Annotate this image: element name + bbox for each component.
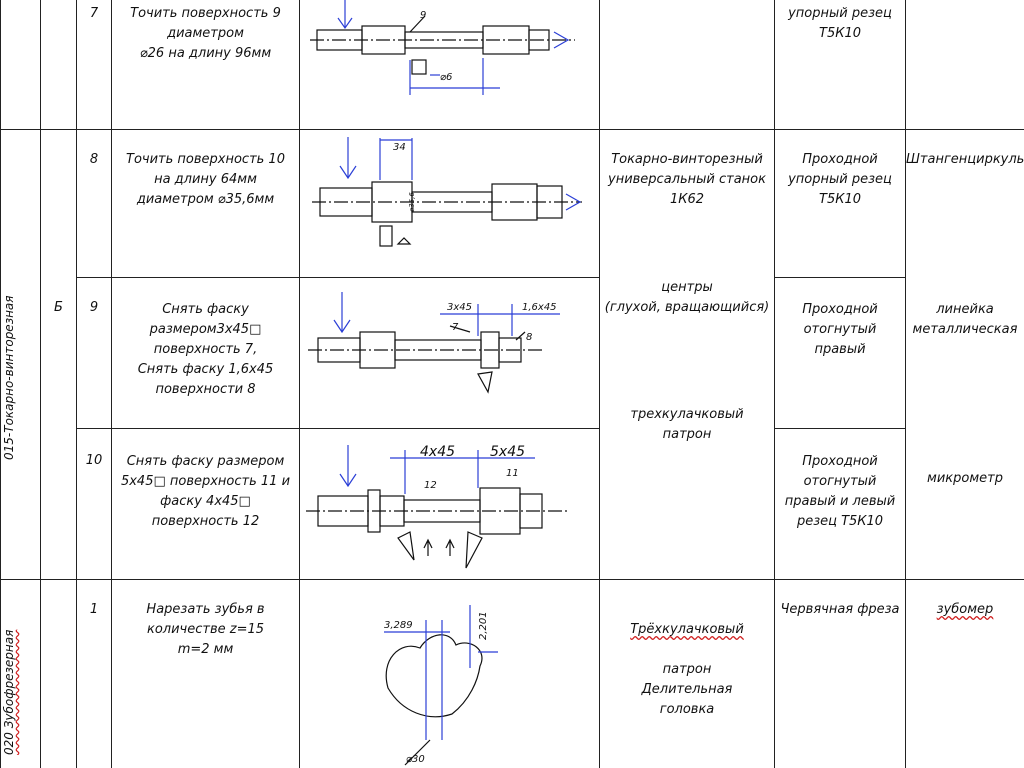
measuring-micrometer: микрометр <box>927 471 1003 486</box>
measuring-caliper: Штангенциркуль <box>906 152 1024 167</box>
r9-surface8-label: 8 <box>526 332 533 343</box>
fixture-centers: центры (глухой, вращающийся) <box>604 280 770 315</box>
cutter-10: Проходной отогнутый правый и левый резец Т5К10 <box>784 454 896 529</box>
row-num-1: 1 <box>89 602 99 617</box>
r10-surface12-label: 12 <box>424 480 437 491</box>
cutter-1: Червячная фреза <box>780 602 900 617</box>
r7-surface-label: 9 <box>420 10 427 21</box>
step-description-10: Снять фаску размером 5х45□ поверхность 11 и фаску 4х45□ поверхность 12 <box>120 454 291 529</box>
fixture-chuck: трехкулачковый патрон <box>630 407 744 442</box>
row-num-9: 9 <box>89 300 99 315</box>
r9-chamfer1-label: 3х45 <box>447 302 473 313</box>
shaft-sketch-row10 <box>306 445 570 568</box>
chuck-wavy-label: Трёхкулачковый <box>630 622 744 637</box>
r9-surface7-label: 7 <box>452 322 459 333</box>
r9-chamfer2-label: 1,6х45 <box>522 302 557 313</box>
row-num-8: 8 <box>89 152 99 167</box>
cutter-8: Проходной упорный резец Т5К10 <box>788 152 892 207</box>
cutter-7: упорный резец Т5К10 <box>788 6 892 41</box>
operation-name-turning: 015-Токарно-винторезная <box>2 295 16 460</box>
r10-chamfer2-label: 5х45 <box>490 444 526 460</box>
operation-name-gear-milling: 020 Зубофрезерная <box>2 629 16 755</box>
cutter-9: Проходной отогнутый правый <box>802 302 878 357</box>
shaft-sketch-row8 <box>312 137 582 246</box>
gear-dim2-label: 2,201 <box>478 611 489 640</box>
setup-label: Б <box>54 300 63 315</box>
chuck-rest-label: патрон Делительная головка <box>641 662 733 717</box>
row-num-7: 7 <box>89 6 99 21</box>
r10-chamfer1-label: 4х45 <box>420 444 456 460</box>
gear-diameter-label: ⌀30 <box>406 754 425 765</box>
measuring-gear-gauge: зубомер <box>936 602 994 617</box>
r8-diameter-label: ⌀35,6 <box>408 192 416 212</box>
step-description-1: Нарезать зубья в количестве z=15 m=2 мм <box>146 602 265 657</box>
machine-tool: Токарно-винторезный универсальный станок 1К62 <box>608 152 766 207</box>
r8-length-label: 34 <box>393 142 406 153</box>
step-description-9: Снять фаску размером3х45□ поверхность 7, Снять фаску 1,6х45 поверхности 8 <box>137 302 274 397</box>
r10-surface11-label: 11 <box>506 468 519 479</box>
step-description-8: Точить поверхность 10 на длину 64мм диаметром ⌀35,6мм <box>126 152 285 207</box>
measuring-ruler: линейка металлическая <box>912 302 1018 337</box>
step-description-7: Точить поверхность 9 диаметром ⌀26 на длину 96мм <box>130 6 281 61</box>
row-num-10: 10 <box>85 453 103 468</box>
r7-dim-label: ⌀6 <box>440 72 453 83</box>
gear-dim1-label: 3,289 <box>384 620 413 631</box>
